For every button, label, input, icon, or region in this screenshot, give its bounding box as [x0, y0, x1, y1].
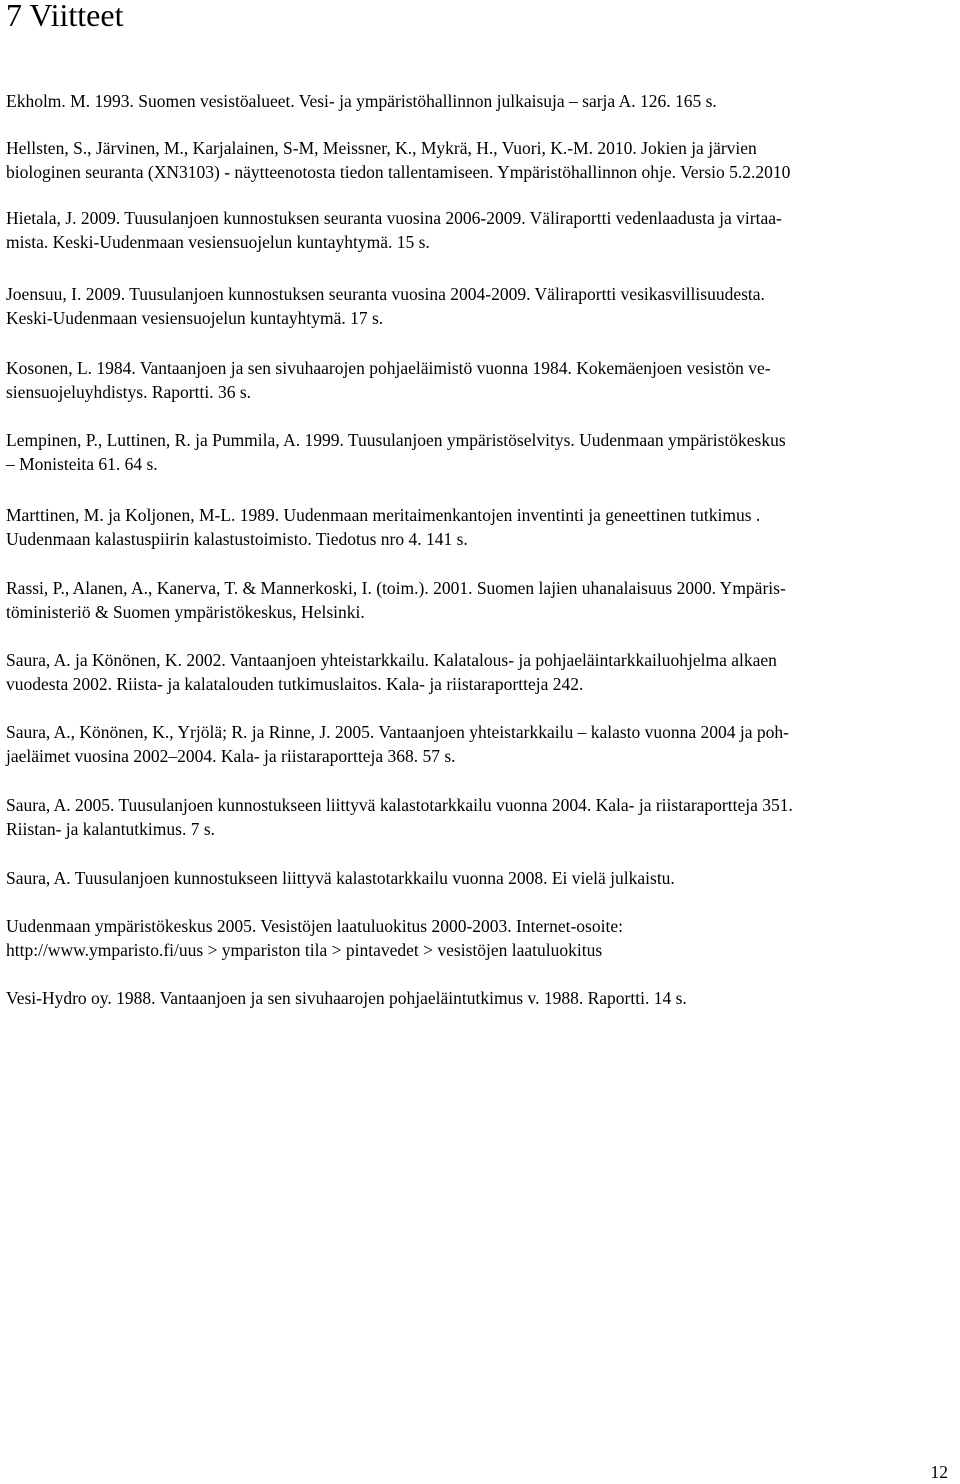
reference-entry — [6, 866, 958, 890]
reference-entry — [6, 720, 958, 768]
reference-entry — [6, 503, 958, 551]
reference-line: Lempinen, P., Luttinen, R. ja Pummila, A. 1999. Tuusulanjoen ympäristöselvitys. Uudenmaan ympäristökeskus — [6, 430, 786, 450]
reference-line: Hellsten, S., Järvinen, M., Karjalainen, S-M, Meissner, K., Mykrä, H., Vuori, K.-M. 2010. Jokien ja järvien — [6, 138, 757, 158]
reference-entry — [6, 89, 958, 113]
reference-line: Saura, A., Könönen, K., Yrjölä; R. ja Rinne, J. 2005. Vantaanjoen yhteistarkkailu – kalasto vuonna 2004 ja poh- — [6, 722, 789, 742]
reference-line: Keski-Uudenmaan vesiensuojelun kuntayhtymä. 17 s. — [6, 308, 384, 328]
reference-line: Saura, A. 2005. Tuusulanjoen kunnostukseen liittyvä kalastotarkkailu vuonna 2004. Kala- ja riistaraportteja 351. — [6, 795, 793, 815]
reference-entry — [6, 428, 958, 476]
page-title: 7 Viitteet — [6, 0, 124, 33]
reference-entry — [6, 576, 958, 624]
reference-entry — [6, 914, 958, 962]
reference-line: Uudenmaan kalastuspiirin kalastustoimisto. Tiedotus nro 4. 141 s. — [6, 529, 468, 549]
reference-line: jaeläimet vuosina 2002–2004. Kala- ja riistaraportteja 368. 57 s. — [6, 746, 456, 766]
reference-line: siensuojeluyhdistys. Raportti. 36 s. — [6, 382, 251, 402]
reference-line: Saura, A. ja Könönen, K. 2002. Vantaanjoen yhteistarkkailu. Kalatalous- ja pohjaeläintarkkailuohjelma alkaen — [6, 650, 777, 670]
reference-line: Hietala, J. 2009. Tuusulanjoen kunnostuksen seuranta vuosina 2006-2009. Väliraportti vedenlaadusta ja virtaa- — [6, 208, 782, 228]
reference-line: biologinen seuranta (XN3103) - näytteenotosta tiedon tallentamiseen. Ympäristöhallinnon ohje. Versio 5.2.2010 — [6, 162, 791, 182]
reference-line: Saura, A. Tuusulanjoen kunnostukseen liittyvä kalastotarkkailu vuonna 2008. Ei vielä julkaistu. — [6, 868, 675, 888]
reference-entry — [6, 206, 958, 254]
reference-line: Marttinen, M. ja Koljonen, M-L. 1989. Uudenmaan meritaimenkantojen inventinti ja geneettinen tutkimus . — [6, 505, 761, 525]
reference-line: Ekholm. M. 1993. Suomen vesistöalueet. Vesi- ja ympäristöhallinnon julkaisuja – sarja A. 126. 165 s. — [6, 91, 717, 111]
reference-line: Uudenmaan ympäristökeskus 2005. Vesistöjen laatuluokitus 2000-2003. Internet-osoite: — [6, 916, 623, 936]
reference-entry — [6, 356, 958, 404]
reference-entry — [6, 282, 958, 330]
page-number: 12 — [930, 1462, 948, 1482]
reference-entry — [6, 986, 958, 1010]
reference-line: vuodesta 2002. Riista- ja kalatalouden tutkimuslaitos. Kala- ja riistaraportteja 242. — [6, 674, 584, 694]
reference-line: Rassi, P., Alanen, A., Kanerva, T. & Mannerkoski, I. (toim.). 2001. Suomen lajien uhanalaisuus 2000. Ympäris- — [6, 578, 786, 598]
reference-entry — [6, 793, 958, 841]
reference-line: – Monisteita 61. 64 s. — [6, 454, 158, 474]
reference-entry — [6, 136, 958, 184]
reference-line: Vesi-Hydro oy. 1988. Vantaanjoen ja sen sivuhaarojen pohjaeläintutkimus v. 1988. Raportti. 14 s. — [6, 988, 687, 1008]
reference-line: töministeriö & Suomen ympäristökeskus, Helsinki. — [6, 602, 365, 622]
reference-line: http://www.ymparisto.fi/uus > ympariston tila > pintavedet > vesistöjen laatuluokitus — [6, 940, 603, 960]
reference-entry — [6, 648, 958, 696]
reference-line: Riistan- ja kalantutkimus. 7 s. — [6, 819, 216, 839]
reference-line: mista. Keski-Uudenmaan vesiensuojelun kuntayhtymä. 15 s. — [6, 232, 430, 252]
reference-line: Joensuu, I. 2009. Tuusulanjoen kunnostuksen seuranta vuosina 2004-2009. Väliraportti vesikasvillisuudesta. — [6, 284, 765, 304]
reference-line: Kosonen, L. 1984. Vantaanjoen ja sen sivuhaarojen pohjaeläimistö vuonna 1984. Kokemäenjoen vesistön ve- — [6, 358, 771, 378]
